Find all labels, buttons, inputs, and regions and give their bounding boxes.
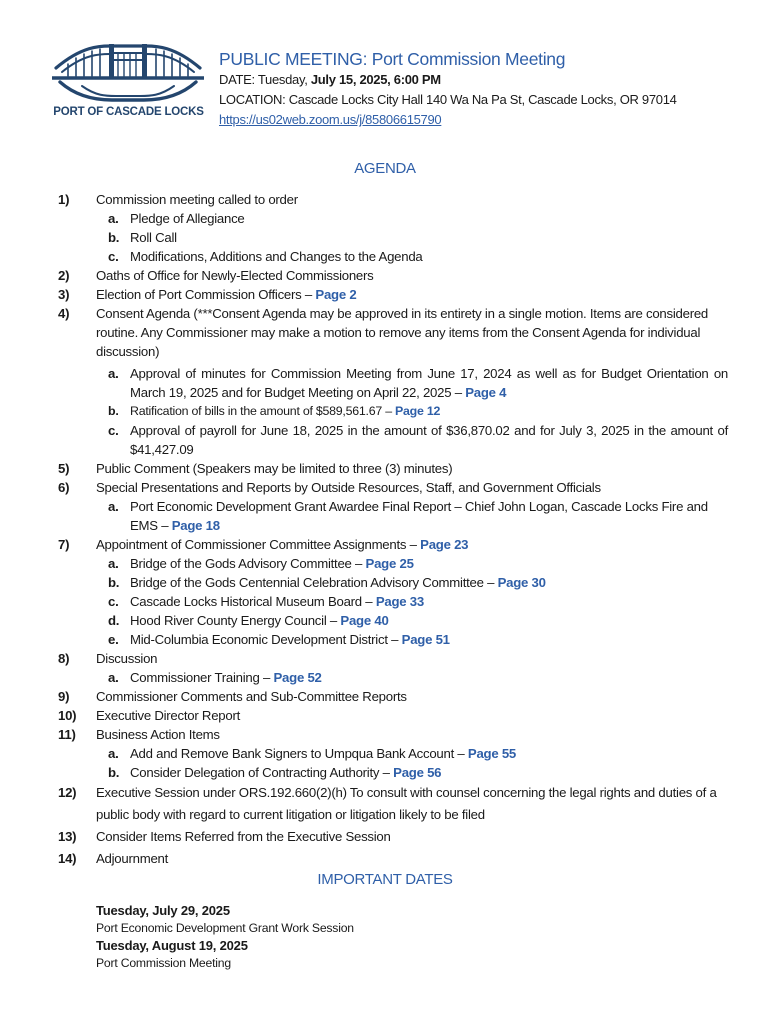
item-text: Commission meeting called to order (96, 192, 298, 207)
subitem-letter: a. (108, 746, 119, 761)
bridge-logo-icon (52, 42, 204, 104)
agenda-subitem (96, 228, 728, 247)
subitem-letter: c. (108, 249, 119, 264)
page-reference[interactable]: Page 18 (171, 518, 220, 533)
date-label: DATE: Tuesday, (219, 72, 311, 87)
subitem-letter: b. (108, 230, 120, 245)
subitem-text-main: Commissioner Training – (130, 670, 274, 685)
agenda-item (58, 478, 728, 497)
item-text: Discussion (96, 651, 158, 666)
subitem-letter: a. (108, 499, 119, 514)
item-number: 6) (58, 480, 70, 495)
page-reference[interactable]: Page 55 (467, 746, 517, 761)
agenda-subitem (96, 763, 728, 782)
item-text: Business Action Items (96, 727, 220, 742)
item-text (96, 535, 728, 554)
subitem-text (130, 592, 728, 611)
subitem-text (130, 668, 728, 687)
item-text: Consider Items Referred from the Executive Session (96, 829, 391, 844)
item-text-main: Appointment of Commissioner Committee Assignments – (96, 537, 421, 552)
logo-text: PORT OF CASCADE LOCKS (53, 106, 204, 118)
agenda-subitem (96, 630, 728, 649)
meeting-location: LOCATION: Cascade Locks City Hall 140 Wa Na Pa St, Cascade Locks, OR 97014 (219, 92, 677, 107)
subitem-text: Approval of payroll for June 18, 2025 in the amount of $36,870.02 and for July 3, 2025 in the amount of $41,427.09 (130, 423, 728, 457)
page-reference[interactable]: Page 30 (497, 575, 546, 590)
subitem-text: Modifications, Additions and Changes to the Agenda (130, 249, 423, 264)
item-number: 1) (58, 192, 70, 207)
item-text: Executive Session under ORS.192.660(2)(h) To consult with counsel concerning the legal rights and duties of a public body with regard to current litigation or litigation likely to be filed (96, 785, 717, 822)
item-number: 10) (58, 708, 77, 723)
item-number: 11) (58, 727, 76, 742)
subitem-text: Roll Call (130, 230, 177, 245)
page-reference[interactable]: Page 25 (365, 556, 414, 571)
item-number: 9) (58, 689, 70, 704)
subitem-text-main: Approval of minutes for Commission Meeting from June 17, 2024 as well as for Budget Orientation on March 19, 2025 and for Budget Meeting on April 22, 2025 – (130, 366, 728, 400)
agenda-item (58, 826, 728, 848)
agenda-subitem (96, 554, 728, 573)
important-dates-title: IMPORTANT DATES (317, 871, 453, 888)
item-text-main: Election of Port Commission Officers – (96, 287, 316, 302)
port-logo (46, 42, 211, 124)
item-number: 5) (58, 461, 70, 476)
agenda-item (58, 459, 728, 478)
item-number: 12) (58, 785, 77, 800)
agenda-item (58, 649, 728, 668)
subitem-text-main: Hood River County Energy Council – (130, 613, 341, 628)
item-number: 8) (58, 651, 70, 666)
subitem-text (130, 364, 728, 402)
agenda-item (58, 190, 728, 209)
subitem-text (130, 744, 728, 763)
item-text: Public Comment (Speakers may be limited to three (3) minutes) (96, 461, 453, 476)
item-text: Special Presentations and Reports by Outside Resources, Staff, and Government Officials (96, 480, 601, 495)
agenda-item (58, 706, 728, 725)
agenda-subitem (96, 247, 728, 266)
agenda-subitem (96, 421, 728, 459)
subitem-letter: d. (108, 613, 120, 628)
page-reference[interactable]: Page 2 (315, 287, 357, 302)
item-number: 4) (58, 306, 70, 321)
agenda-subitem (96, 744, 728, 763)
item-number: 7) (58, 537, 70, 552)
agenda-item (58, 266, 728, 285)
subitem-text (130, 573, 728, 592)
subitem-text-main: Add and Remove Bank Signers to Umpqua Bank Account – (130, 746, 468, 761)
subitem-text (130, 497, 728, 535)
subitem-letter: a. (108, 670, 119, 685)
subitem-text (130, 630, 728, 649)
page-reference[interactable]: Page 51 (401, 632, 450, 647)
agenda-subitem (96, 402, 728, 421)
page-reference[interactable]: Page 23 (420, 537, 469, 552)
subitem-text (130, 402, 728, 421)
meeting-date (219, 70, 759, 90)
subitem-letter: b. (108, 575, 120, 590)
event-description: Port Commission Meeting (96, 956, 231, 970)
meeting-title: PUBLIC MEETING: Port Commission Meeting (219, 49, 566, 69)
subitem-text-main: Consider Delegation of Contracting Authority – (130, 765, 394, 780)
agenda-subitem (96, 209, 728, 228)
item-text: Consent Agenda (***Consent Agenda may be approved in its entirety in a single motion. Items are considered routine. Any Commissioner may make a motion to remove any items from the Consent Agenda for individual discussion) (96, 306, 709, 359)
subitem-text-main: Mid-Columbia Economic Development District – (130, 632, 402, 647)
agenda-subitem (96, 573, 728, 592)
agenda-subitem (96, 497, 728, 535)
item-number: 13) (58, 829, 77, 844)
item-text: Executive Director Report (96, 708, 240, 723)
subitem-text: Pledge of Allegiance (130, 211, 245, 226)
zoom-link[interactable]: https://us02web.zoom.us/j/85806615790 (219, 112, 442, 127)
agenda-item (58, 848, 728, 870)
subitem-text (130, 763, 728, 782)
subitem-letter: c. (108, 423, 119, 438)
event-date: Tuesday, August 19, 2025 (96, 938, 248, 953)
item-text: Commissioner Comments and Sub-Committee Reports (96, 689, 407, 704)
subitem-letter: a. (108, 211, 119, 226)
agenda-subitem (96, 611, 728, 630)
agenda-item (58, 782, 728, 826)
item-number: 3) (58, 287, 70, 302)
agenda-title: AGENDA (354, 160, 416, 177)
subitem-text-main: Port Economic Development Grant Awardee Final Report – Chief John Logan, Cascade Locks Fire and EMS – (130, 499, 708, 533)
date-value: July 15, 2025, 6:00 PM (310, 72, 441, 87)
agenda-subitem (96, 592, 728, 611)
agenda-item (58, 725, 728, 744)
subitem-text-main: Ratification of bills in the amount of $589,561.67 – (130, 404, 396, 418)
meeting-header (219, 48, 759, 130)
subitem-letter: b. (108, 404, 119, 418)
subitem-text (130, 611, 728, 630)
event-date: Tuesday, July 29, 2025 (96, 903, 230, 918)
subitem-text-main: Cascade Locks Historical Museum Board – (130, 594, 376, 609)
page-reference[interactable]: Page 56 (393, 765, 442, 780)
page-reference[interactable]: Page 33 (375, 594, 424, 609)
item-text: Adjournment (96, 851, 169, 866)
agenda-subitem (96, 364, 728, 402)
subitem-letter: a. (108, 366, 119, 381)
subitem-letter: c. (108, 594, 119, 609)
agenda-item (58, 687, 728, 706)
agenda-subitem (96, 668, 728, 687)
item-text: Oaths of Office for Newly-Elected Commissioners (96, 268, 374, 283)
subitem-letter: b. (108, 765, 120, 780)
item-number: 14) (58, 851, 77, 866)
item-text (96, 285, 728, 304)
page-reference[interactable]: Page 40 (340, 613, 389, 628)
subitem-text-main: Bridge of the Gods Centennial Celebration Advisory Committee – (130, 575, 498, 590)
subitem-letter: a. (108, 556, 119, 571)
agenda-item (58, 535, 728, 554)
important-dates-list (96, 902, 354, 972)
page-reference[interactable]: Page 12 (395, 404, 441, 418)
subitem-text-main: Bridge of the Gods Advisory Committee – (130, 556, 366, 571)
page-reference[interactable]: Page 4 (465, 385, 507, 400)
agenda-item (58, 304, 728, 361)
item-number: 2) (58, 268, 70, 283)
agenda-item (58, 285, 728, 304)
subitem-text (130, 554, 728, 573)
page-reference[interactable]: Page 52 (273, 670, 322, 685)
subitem-letter: e. (108, 632, 119, 647)
event-description: Port Economic Development Grant Work Session (96, 921, 354, 935)
agenda-list (58, 190, 728, 870)
